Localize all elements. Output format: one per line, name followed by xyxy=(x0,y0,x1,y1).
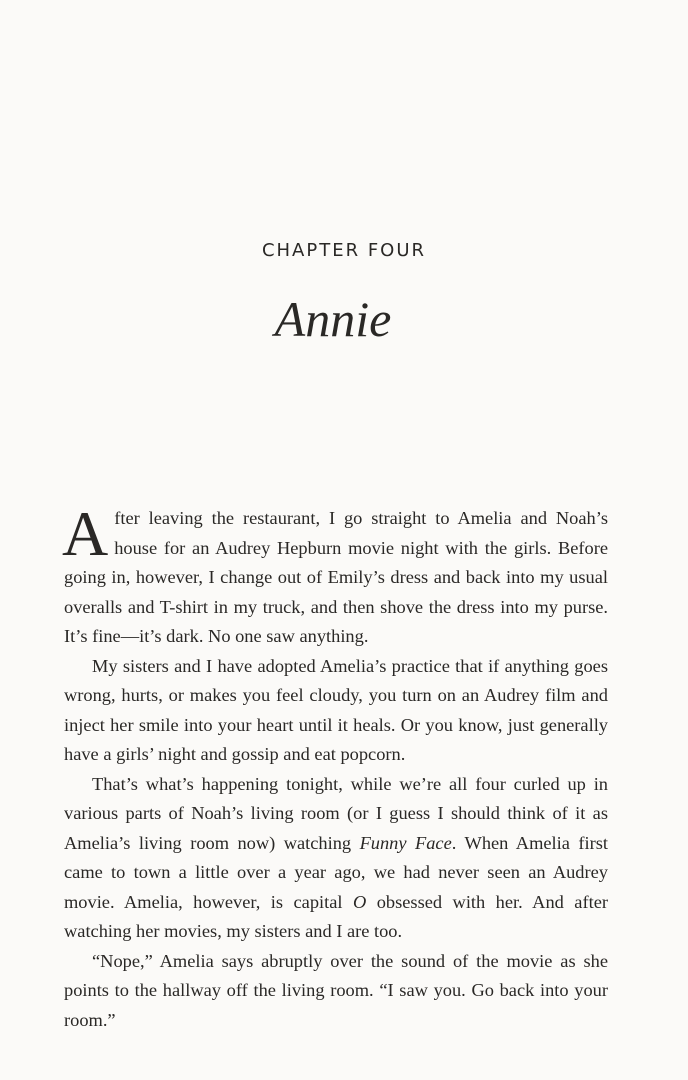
paragraph-2: My sisters and I have adopted Amelia’s practice that if anything goes wrong, hurts, or makes you feel cloudy, you turn on an Audrey film and inject her smile into your heart until it heals. Or you know, just generally have a girls’ night and gossip and eat popcorn. xyxy=(64,655,608,764)
chapter-title: Annie xyxy=(274,291,392,347)
paragraph-3-text-a: That’s what’s happening tonight, while we’re all four curled up in various parts of Noah’s living room (or I guess I should think of it as Amelia’s living room now) watching xyxy=(64,773,608,853)
paragraph-1-text: fter leaving the restaurant, I go straight to Amelia and Noah’s house for an Audrey Hepburn movie night with the girls. Before going in, however, I change out of Emily’s dress and back into my usual overalls and T-shirt in my truck, and then shove the dress into my purse. It’s fine—it’s dark. No one saw anything. xyxy=(64,508,608,646)
paragraph-1 xyxy=(62,498,608,652)
paragraph-3 xyxy=(64,770,608,947)
drop-cap: A xyxy=(62,498,109,569)
capital-o-italic: O xyxy=(352,891,367,912)
chapter-label: CHAPTER FOUR xyxy=(261,240,427,261)
movie-title-italic: Funny Face xyxy=(359,832,452,853)
paragraph-3-text-b: . When Amelia first came to town a little over a year ago, we had never seen an Audrey movie. Amelia, however, is capital xyxy=(64,832,608,912)
paragraph-4: “Nope,” Amelia says abruptly over the sound of the movie as she points to the hallway off the living room. “I saw you. Go back into your room.” xyxy=(64,950,608,1030)
paragraph-3-text-c: obsessed with her. And after watching her movies, my sisters and I are too. xyxy=(64,891,608,941)
body-text xyxy=(62,498,608,1035)
